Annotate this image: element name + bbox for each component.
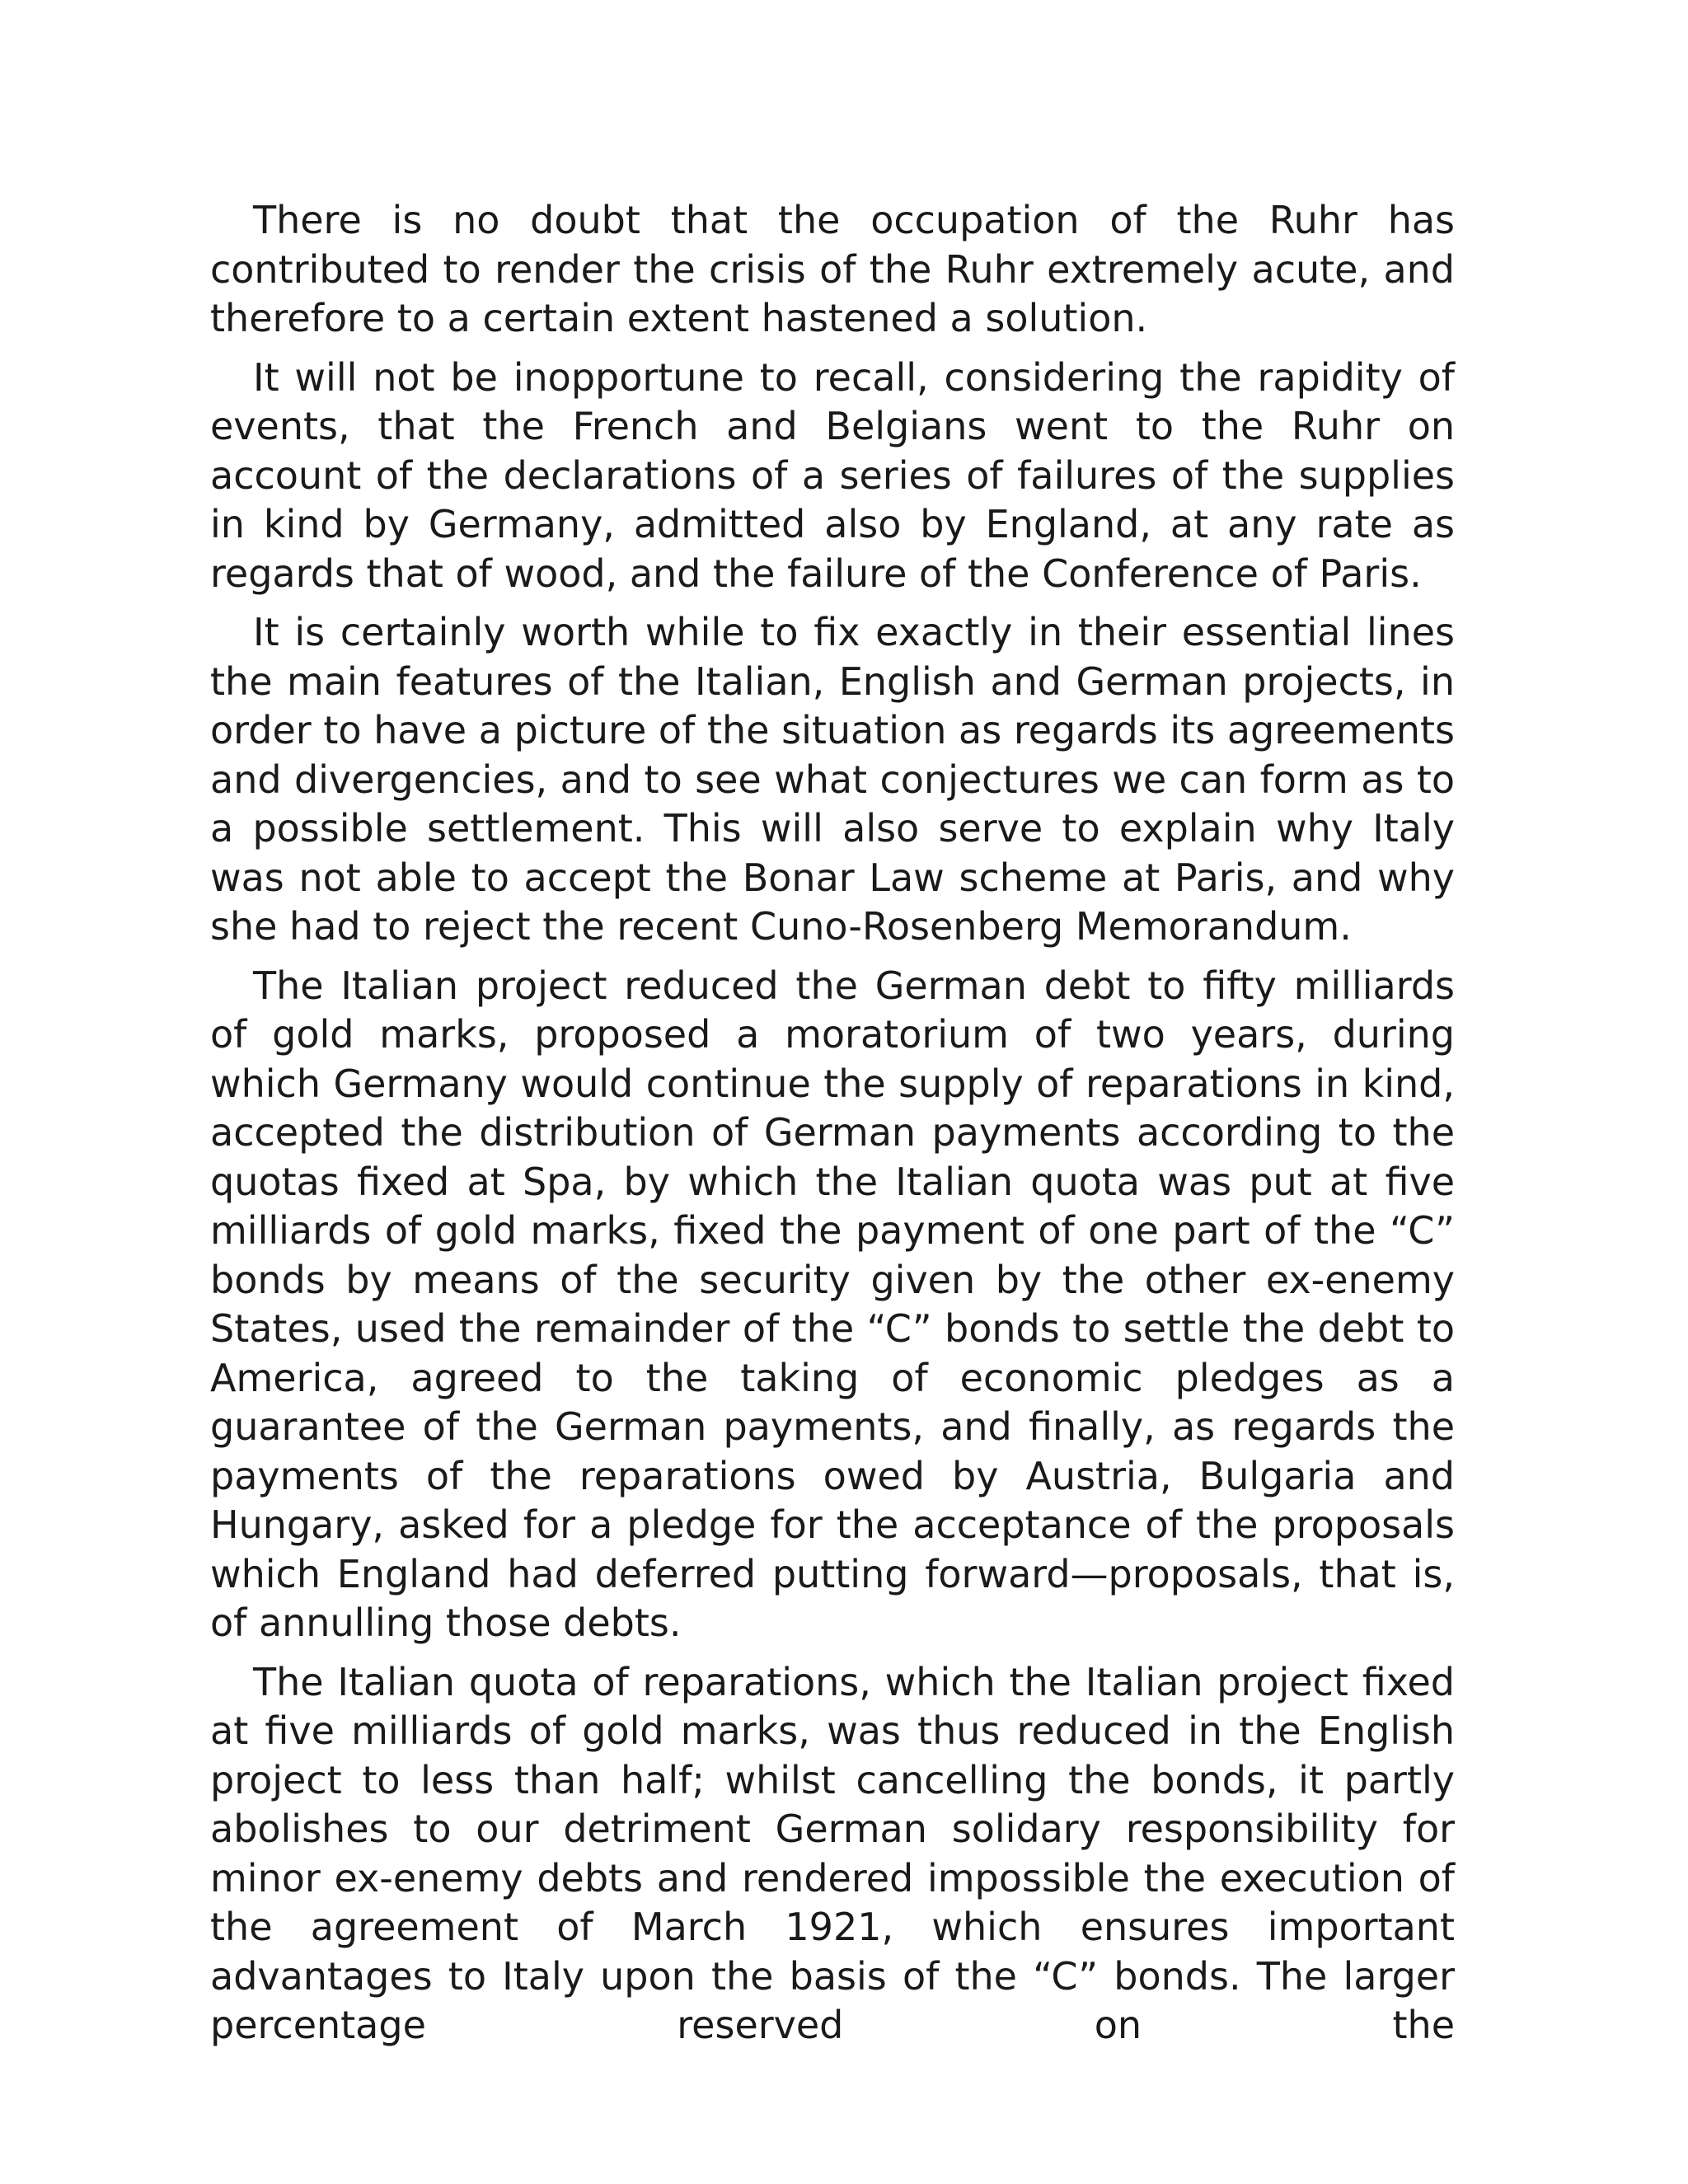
- paragraph-ruhr-crisis: There is no doubt that the occupation of the Ruhr has contributed to render the crisis of the Ruhr extremely acute, and therefore to a certain extent hastened a solution.: [210, 198, 1455, 340]
- paragraph-projects-overview: It is certainly worth while to fix exactly in their essential lines the main features of the Italian, English and German projects, in order to have a picture of the situation as regards its agreements and divergencies, and to see what conjectures we can form as to a possible settlement. This will also serve to explain why Italy was not able to accept the Bonar Law scheme at Paris, and why she had to reject the recent Cuno-Rosenberg Memorandum.: [210, 610, 1455, 949]
- paragraph-french-belgians: It will not be inopportune to recall, considering the rapidity of events, that the French and Belgians went to the Ruhr on account of the declarations of a series of failures of the supplies in kind by Germany, admitted also by England, at any rate as regards that of wood, and the failure of the Conference of Paris.: [210, 354, 1455, 596]
- body-text: [210, 196, 1455, 2050]
- paragraph-italian-quota: The Italian quota of reparations, which the Italian project fixed at five milliards of gold marks, was thus reduced in the English project to less than half; whilst cancelling the bonds, it partly abolishes to our detriment German solidary responsibility for minor ex-enemy debts and rendered impossible the execution of the agreement of March 1921, which ensures important advantages to Italy upon the basis of the “C” bonds. The larger percentage reserved on the: [210, 1659, 1455, 2047]
- paragraph-italian-project: The Italian project reduced the German debt to fifty milliards of gold marks, proposed a moratorium of two years, during which Germany would continue the supply of reparations in kind, accepted the distribution of German payments according to the quotas fixed at Spa, by which the Italian quota was put at five milliards of gold marks, fixed the payment of one part of the “C” bonds by means of the security given by the other ex-enemy States, used the remainder of the “C” bonds to settle the debt to America, agreed to the taking of economic pledges as a guarantee of the German payments, and finally, as regards the payments of the reparations owed by Austria, Bulgaria and Hungary, asked for a pledge for the acceptance of the proposals which England had deferred putting forward—proposals, that is, of annulling those debts.: [210, 963, 1455, 1645]
